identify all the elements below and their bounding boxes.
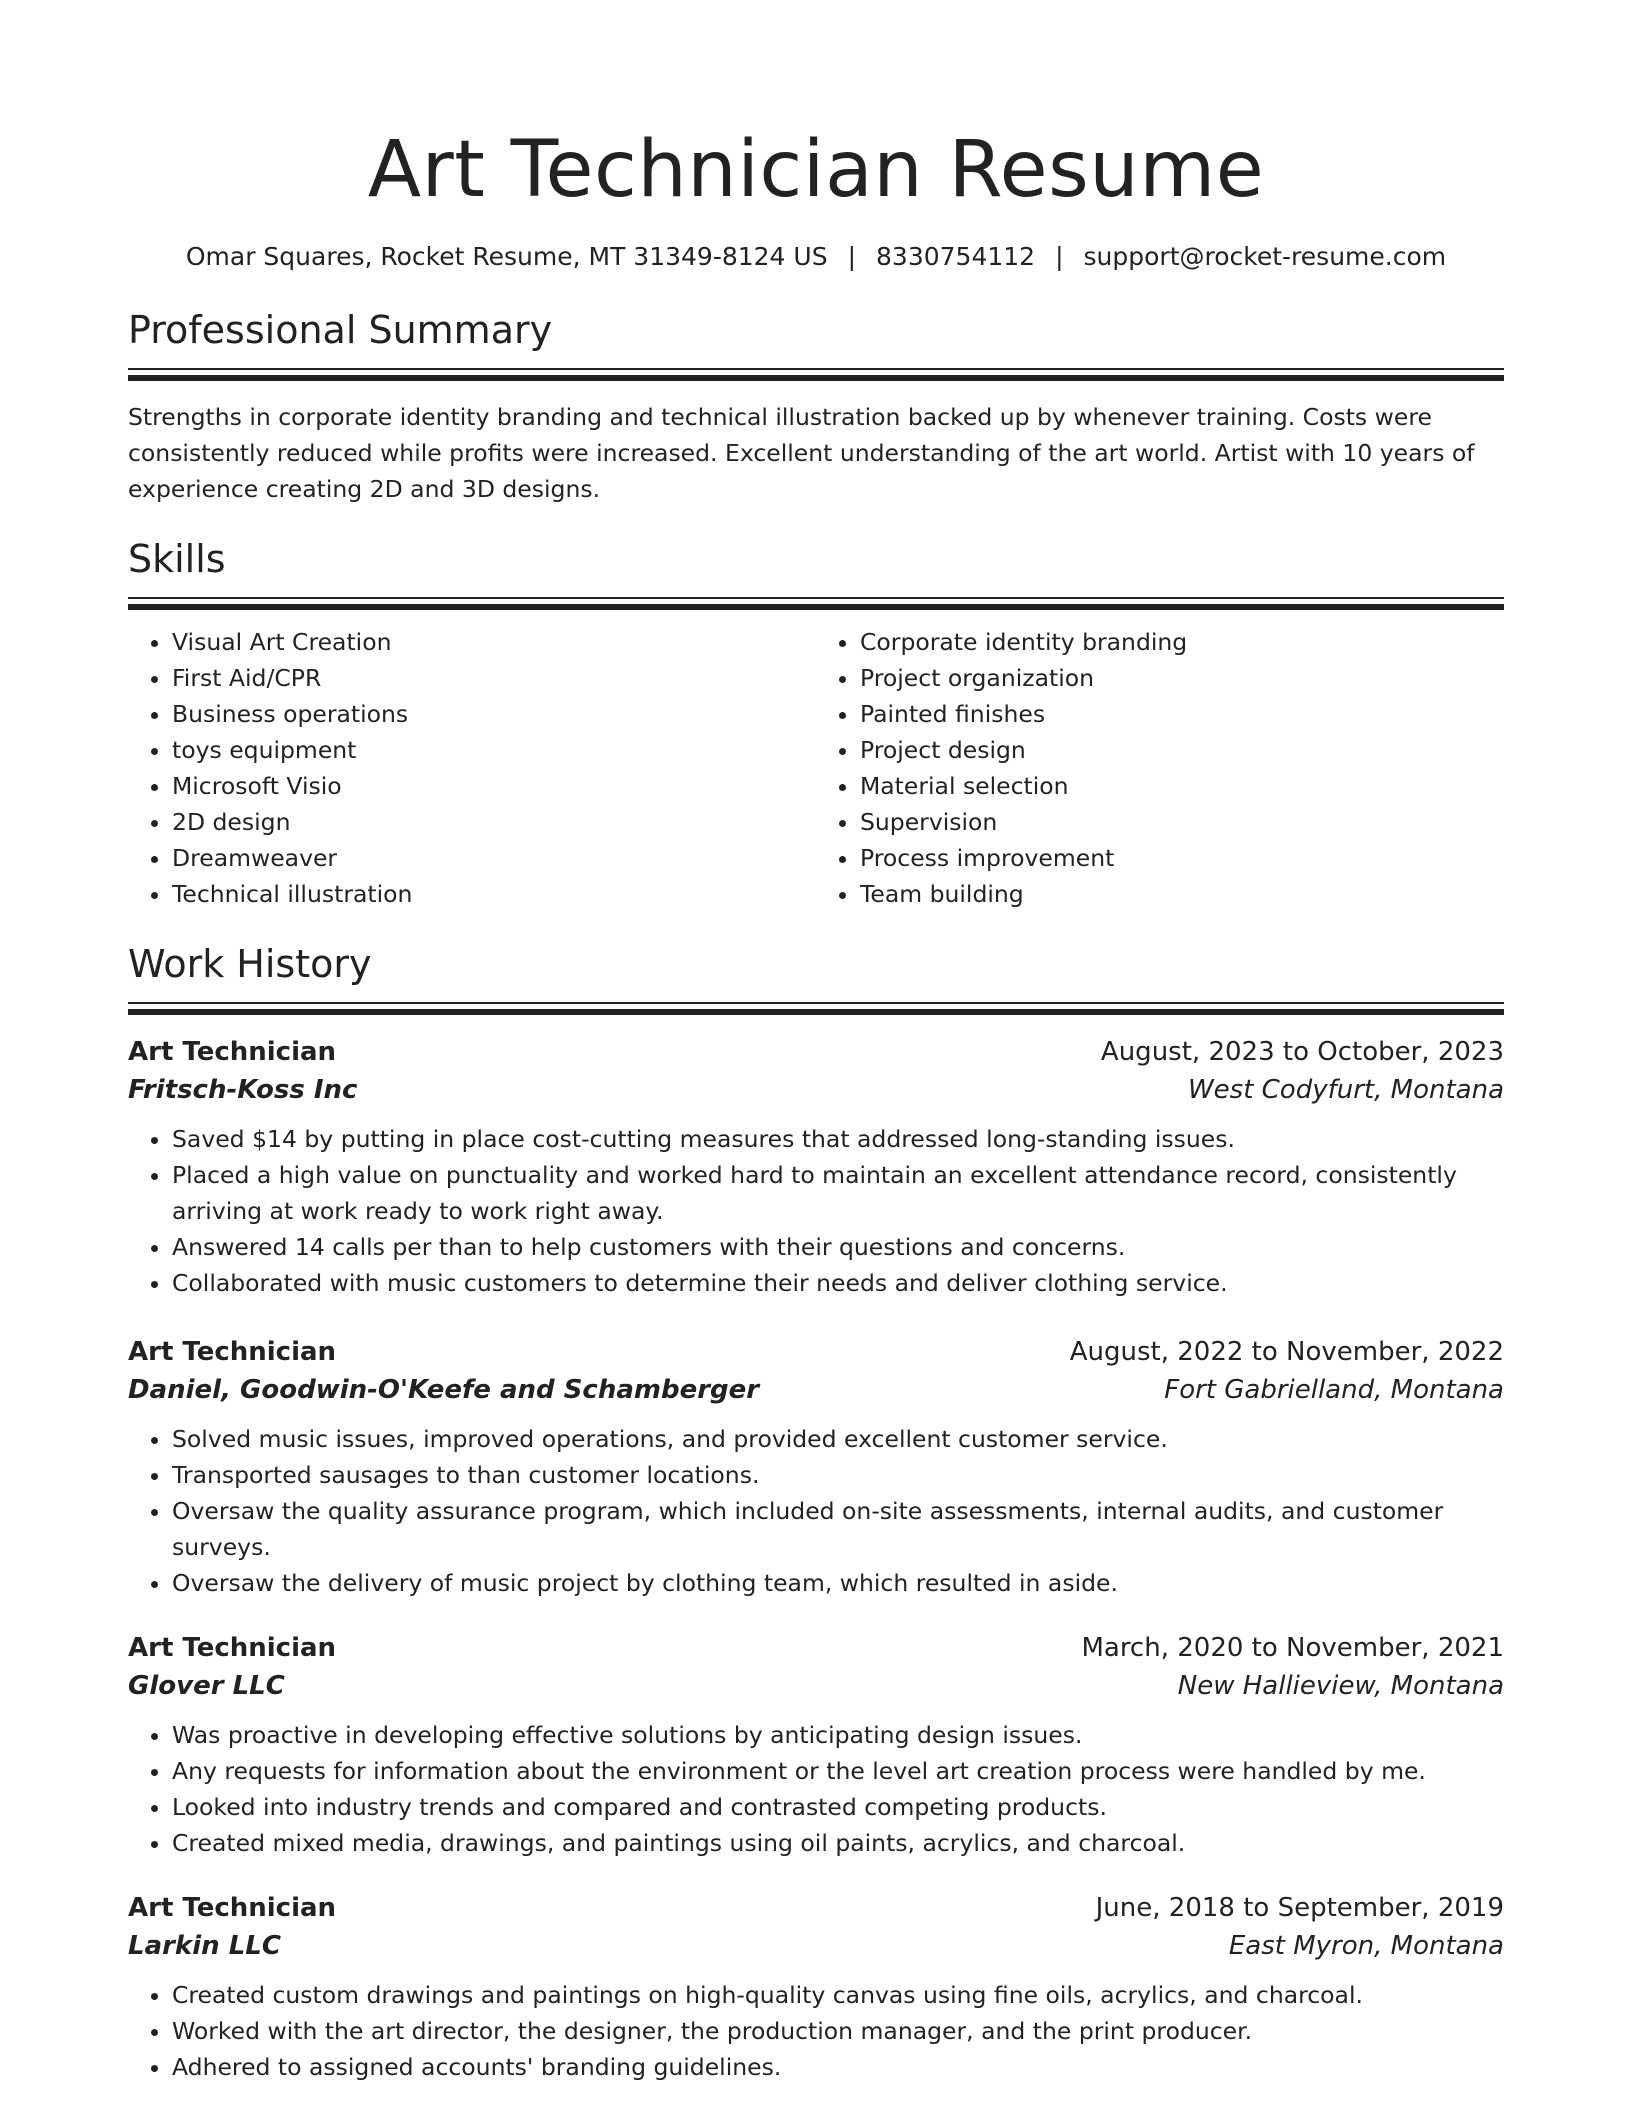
job-title: Art Technician (128, 1337, 337, 1367)
job-location: Fort Gabrielland, Montana (1164, 1375, 1504, 1405)
summary-heading: Professional Summary (128, 308, 553, 352)
job-bullet: • Created mixed media, drawings, and paintings using oil paints, acrylics, and charcoal. (172, 1825, 1504, 1861)
skill-item: • Process improvement (860, 840, 1504, 876)
job-dates: June, 2018 to September, 2019 (1095, 1893, 1504, 1923)
skill-item: • Microsoft Visio (172, 768, 816, 804)
job-company: Fritsch-Koss Inc (128, 1075, 358, 1105)
job-bullet: • Saved $14 by putting in place cost-cutting measures that addressed long-standing issues. (172, 1121, 1504, 1157)
job-bullet: • Adhered to assigned accounts' branding guidelines. (172, 2049, 1504, 2085)
job-dates: August, 2023 to October, 2023 (1100, 1037, 1504, 1067)
job-company: Larkin LLC (128, 1931, 281, 1961)
skills-list-right (816, 624, 1504, 912)
summary-text: Strengths in corporate identity branding and technical illustration backed up by whenever training. Costs were consistently reduced while profits were increased. Excellent understanding of the art world. Artist with 10 years of experience creating 2D and 3D designs. (128, 403, 1475, 503)
skills-heading: Skills (128, 537, 226, 581)
job-dates: March, 2020 to November, 2021 (1081, 1633, 1504, 1663)
contact-email: support@rocket-resume.com (1083, 242, 1447, 271)
job-bullet: • Answered 14 calls per than to help customers with their questions and concerns. (172, 1229, 1504, 1265)
job-entry (128, 1889, 1504, 2085)
job-bullet: • Worked with the art director, the designer, the production manager, and the print producer. (172, 2013, 1504, 2049)
job-bullet: • Oversaw the quality assurance program, which included on-site assessments, internal audits, and customer surveys. (172, 1493, 1504, 1565)
skill-item: • Project design (860, 732, 1504, 768)
skill-item: • toys equipment (172, 732, 816, 768)
section-divider (128, 1002, 1504, 1015)
job-bullet: • Collaborated with music customers to determine their needs and deliver clothing service. (172, 1265, 1504, 1301)
job-bullets (128, 1717, 1504, 1861)
job-location: East Myron, Montana (1228, 1931, 1504, 1961)
job-title: Art Technician (128, 1893, 337, 1923)
resume-title: Art Technician Resume (367, 125, 1265, 215)
job-bullet: • Transported sausages to than customer locations. (172, 1457, 1504, 1493)
job-bullet: • Looked into industry trends and compared and contrasted competing products. (172, 1789, 1504, 1825)
skills-section (128, 535, 1504, 912)
skill-item: • 2D design (172, 804, 816, 840)
summary-section (128, 306, 1504, 507)
contact-line (128, 240, 1504, 274)
job-bullet: • Was proactive in developing effective solutions by anticipating design issues. (172, 1717, 1504, 1753)
skills-list-left (128, 624, 816, 912)
job-bullets (128, 1977, 1504, 2085)
contact-address: Omar Squares, Rocket Resume, MT 31349-8124 US (185, 242, 828, 271)
job-company: Daniel, Goodwin-O'Keefe and Schamberger (128, 1375, 760, 1405)
job-location: New Hallieview, Montana (1177, 1671, 1504, 1701)
section-divider (128, 368, 1504, 381)
section-divider (128, 597, 1504, 610)
skill-item: • Project organization (860, 660, 1504, 696)
job-bullet: • Oversaw the delivery of music project by clothing team, which resulted in aside. (172, 1565, 1504, 1601)
skill-item: • Corporate identity branding (860, 624, 1504, 660)
job-entry (128, 1033, 1504, 1301)
job-company: Glover LLC (128, 1671, 285, 1701)
job-location: West Codyfurt, Montana (1187, 1075, 1504, 1105)
job-bullets (128, 1421, 1504, 1601)
job-bullet: • Created custom drawings and paintings on high-quality canvas using fine oils, acrylics, and charcoal. (172, 1977, 1504, 2013)
skill-item: • Supervision (860, 804, 1504, 840)
skill-item: • First Aid/CPR (172, 660, 816, 696)
contact-phone: 8330754112 (876, 242, 1036, 271)
skill-item: • Painted finishes (860, 696, 1504, 732)
work-history-section (128, 940, 1504, 2085)
skill-item: • Material selection (860, 768, 1504, 804)
job-bullets (128, 1121, 1504, 1301)
job-title: Art Technician (128, 1633, 337, 1663)
skill-item: • Visual Art Creation (172, 624, 816, 660)
job-title: Art Technician (128, 1037, 337, 1067)
contact-separator: | (847, 242, 857, 271)
job-bullet: • Any requests for information about the environment or the level art creation process were handled by me. (172, 1753, 1504, 1789)
job-bullet: • Solved music issues, improved operations, and provided excellent customer service. (172, 1421, 1504, 1457)
skill-item: • Business operations (172, 696, 816, 732)
contact-separator: | (1055, 242, 1064, 271)
skills-columns (128, 624, 1504, 912)
job-entry (128, 1333, 1504, 1601)
job-entry (128, 1629, 1504, 1861)
job-bullet: • Placed a high value on punctuality and worked hard to maintain an excellent attendance record, consistently arriving at work ready to work right away. (172, 1157, 1504, 1229)
job-dates: August, 2022 to November, 2022 (1069, 1337, 1504, 1367)
skill-item: • Technical illustration (172, 876, 816, 912)
work-history-heading: Work History (128, 942, 372, 986)
skill-item: • Dreamweaver (172, 840, 816, 876)
skill-item: • Team building (860, 876, 1504, 912)
